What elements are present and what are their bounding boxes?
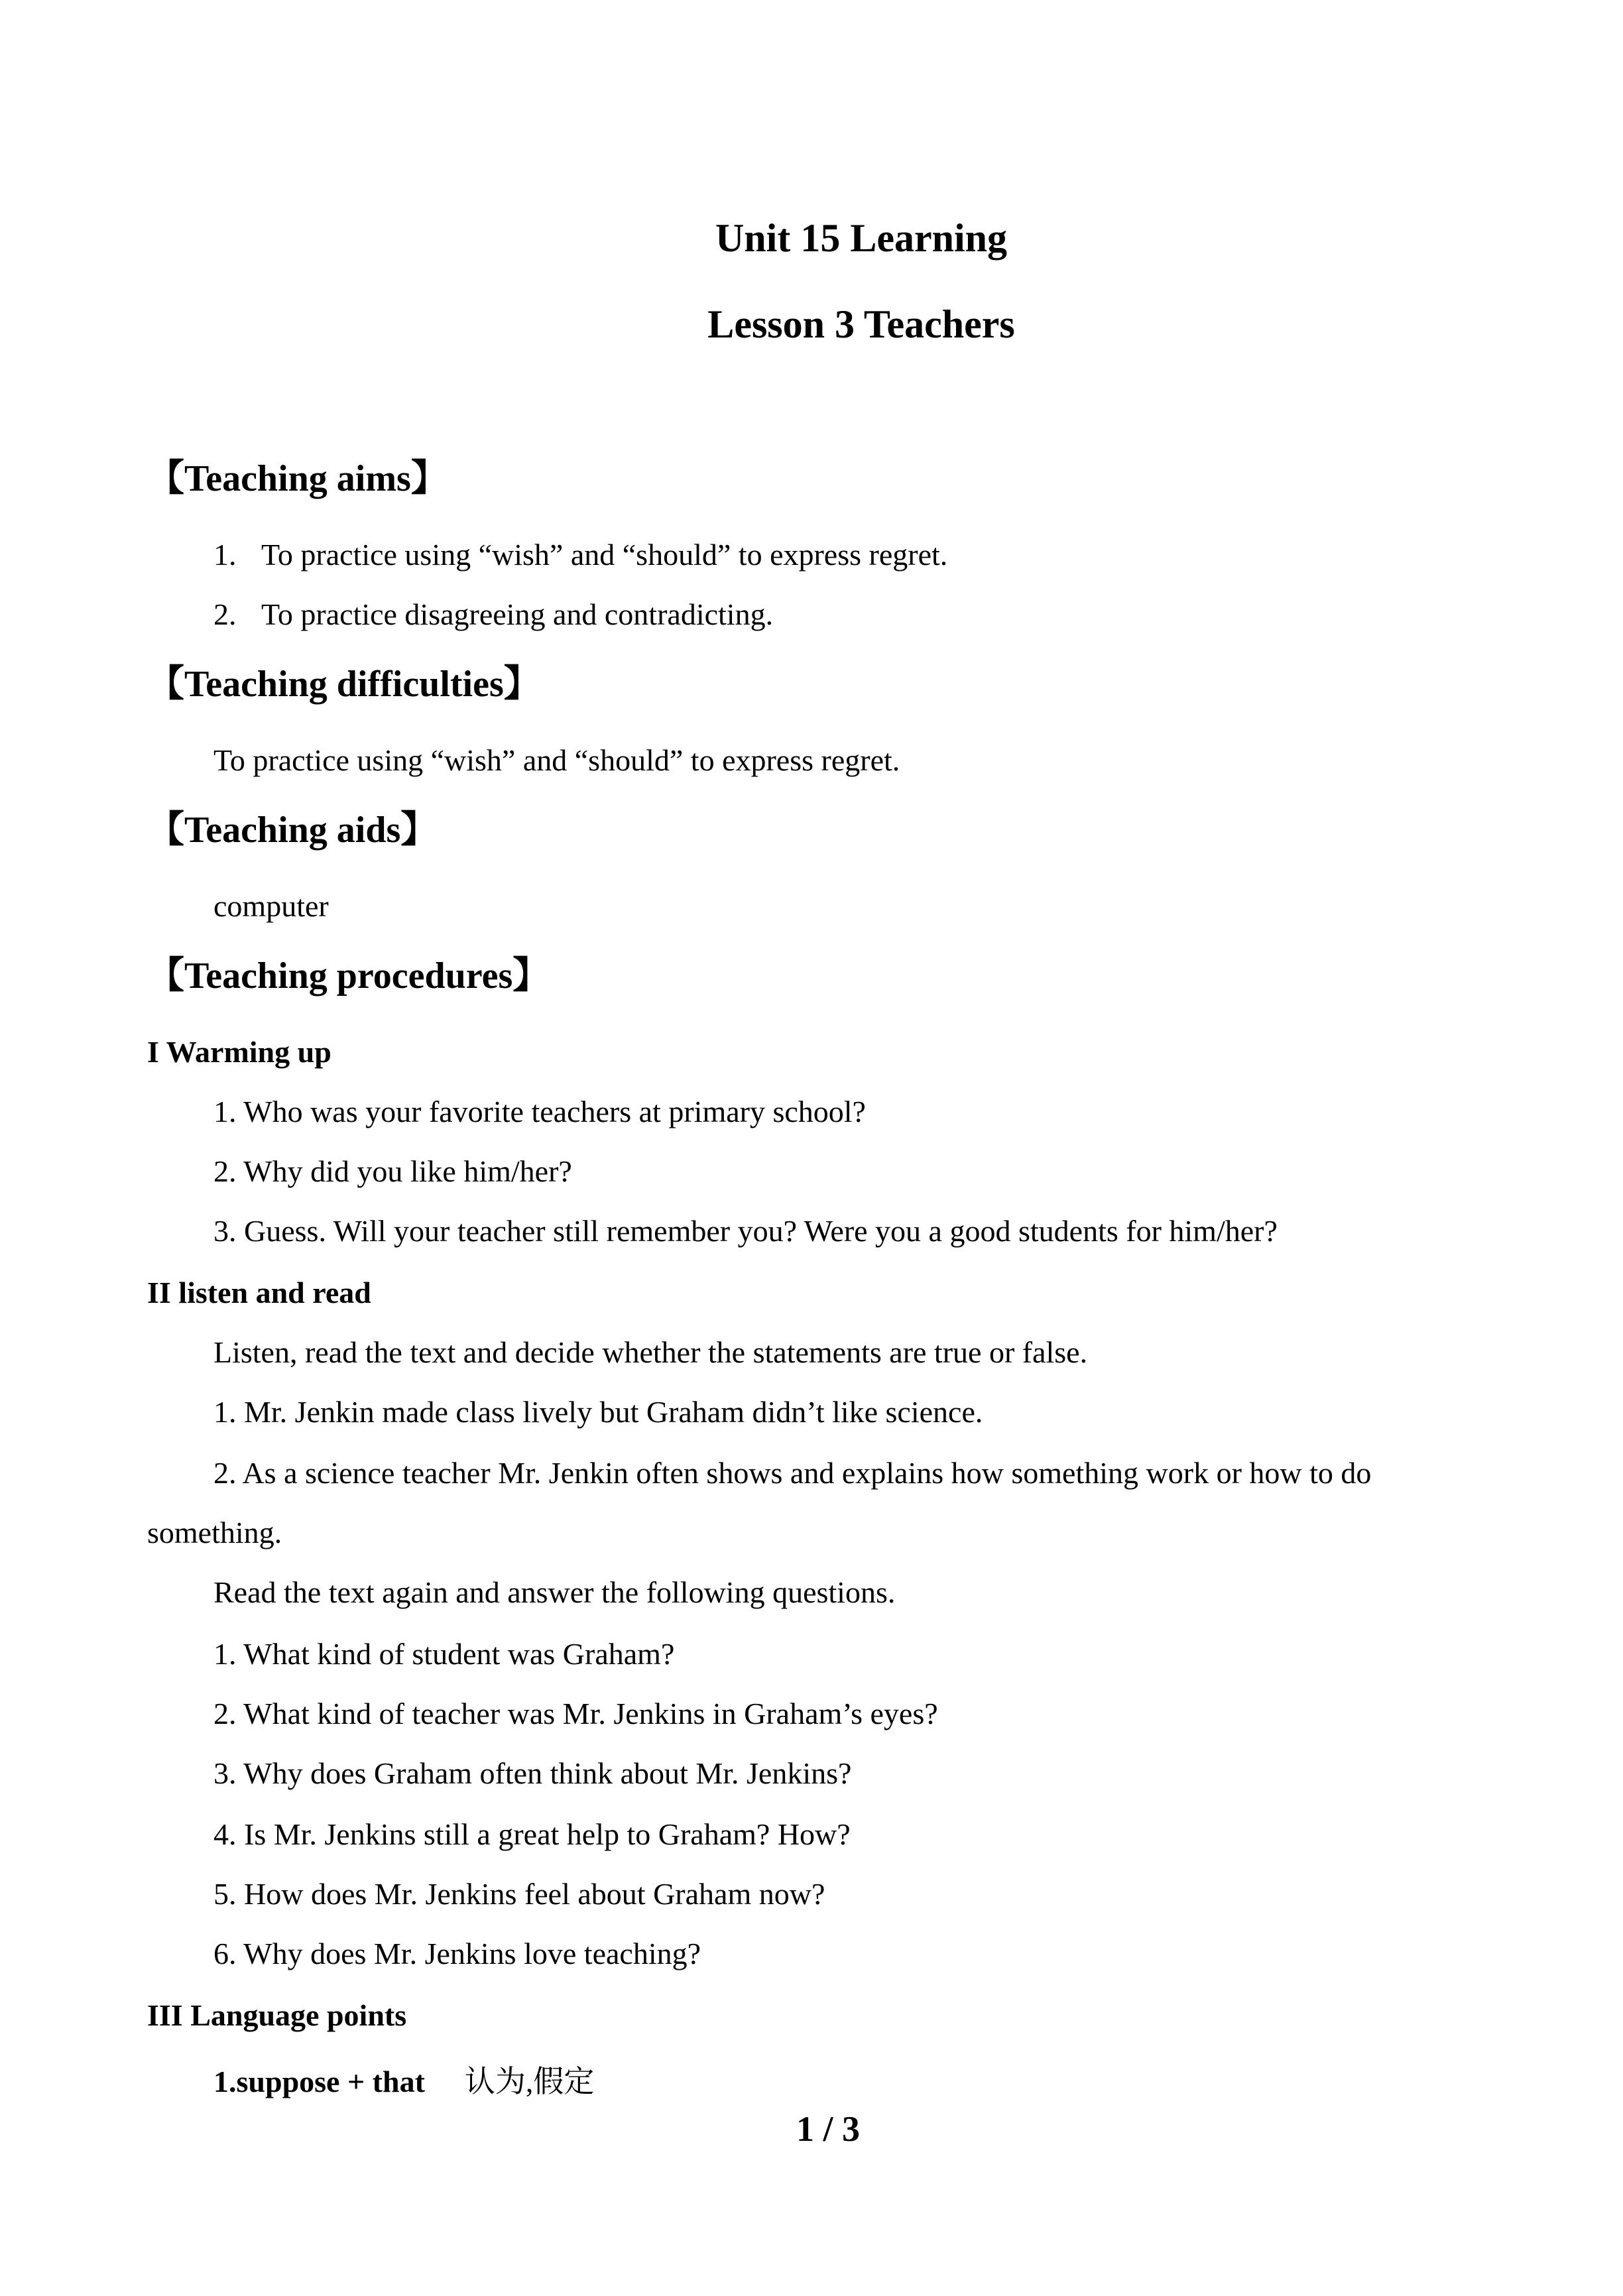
heading-teaching-difficulties: 【Teaching difficulties】 — [147, 664, 541, 705]
statement-continuation: something. — [147, 1516, 282, 1549]
warming-item: 2. Why did you like him/her? — [213, 1154, 572, 1188]
page-number: 1 / 3 — [796, 2109, 860, 2149]
heading-listen-and-read: II listen and read — [147, 1276, 371, 1309]
heading-teaching-aids: 【Teaching aids】 — [147, 810, 438, 851]
heading-teaching-aims: 【Teaching aims】 — [147, 458, 448, 499]
questions-intro: Read the text again and answer the following questions. — [213, 1575, 896, 1609]
question-item: 4. Is Mr. Jenkins still a great help to Graham? How? — [213, 1817, 851, 1851]
question-item: 1. What kind of student was Graham? — [213, 1637, 675, 1671]
document-title: Unit 15 Learning — [715, 216, 1008, 260]
difficulties-text: To practice using “wish” and “should” to express regret. — [213, 743, 900, 777]
question-item: 3. Why does Graham often think about Mr. Jenkins? — [213, 1756, 852, 1790]
heading-teaching-procedures: 【Teaching procedures】 — [147, 955, 550, 997]
heading-warming-up: I Warming up — [147, 1035, 331, 1069]
question-item: 5. How does Mr. Jenkins feel about Graham now? — [213, 1877, 825, 1911]
warming-item: 3. Guess. Will your teacher still remember you? Were you a good students for him/her? — [213, 1214, 1278, 1248]
question-item: 2. What kind of teacher was Mr. Jenkins in Graham’s eyes? — [213, 1697, 938, 1730]
statement-item: 2. As a science teacher Mr. Jenkin often shows and explains how something work or how to do — [213, 1456, 1372, 1490]
aim-item: 2. To practice disagreeing and contradicting. — [213, 597, 774, 631]
warming-item: 1. Who was your favorite teachers at primary school? — [213, 1095, 866, 1128]
lesson-title: Lesson 3 Teachers — [707, 302, 1015, 346]
language-point-meaning: 认为,假定 — [464, 2065, 595, 2098]
heading-language-points: III Language points — [147, 1998, 407, 2032]
question-item: 6. Why does Mr. Jenkins love teaching? — [213, 1937, 701, 1970]
statement-item: 1. Mr. Jenkin made class lively but Graham didn’t like science. — [213, 1395, 983, 1429]
aim-item: 1. To practice using “wish” and “should” to express regret. — [213, 538, 948, 572]
language-point: 1.suppose + that 认为,假定 — [213, 2065, 595, 2098]
aids-text: computer — [213, 889, 329, 923]
listen-intro: Listen, read the text and decide whether the statements are true or false. — [213, 1335, 1088, 1369]
